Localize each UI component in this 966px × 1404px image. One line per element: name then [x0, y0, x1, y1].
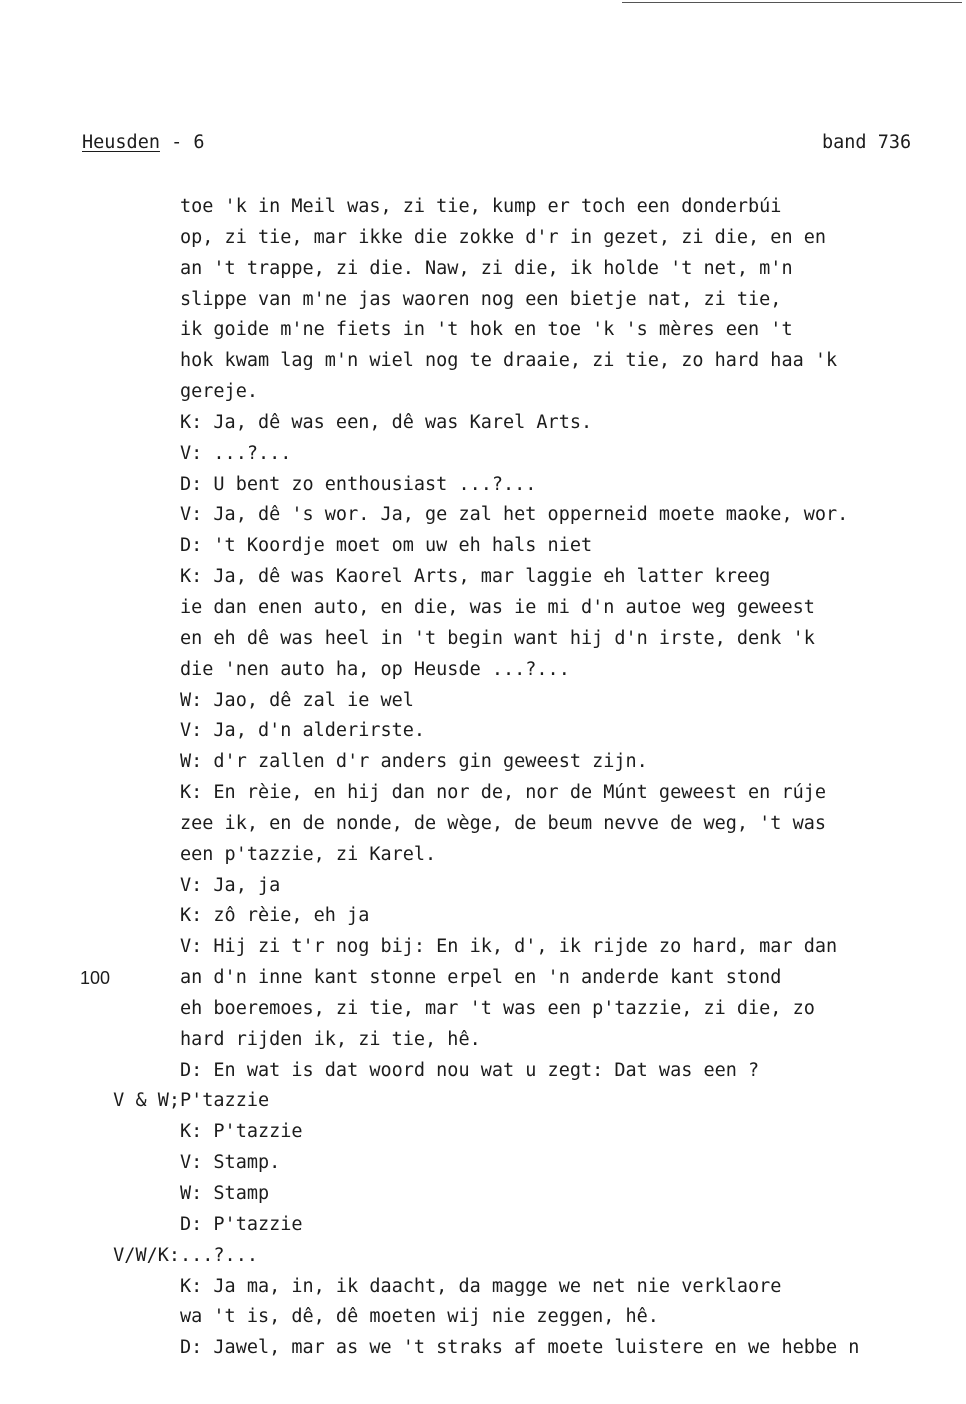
transcript-line: [0, 315, 966, 346]
transcript-line: [0, 377, 966, 408]
line-text: hard rijden ik, zi tie, hê.: [180, 1028, 481, 1050]
line-text: an 't trappe, zi die. Naw, zi die, ik holde 't net, m'n: [180, 257, 793, 279]
transcript-line: [0, 192, 966, 223]
line-text: toe 'k in Meil was, zi tie, kump er toch een donderbúi: [180, 196, 782, 217]
transcript-line: [0, 901, 966, 932]
transcript-line: [0, 1086, 966, 1117]
header-page-number: 6: [193, 132, 205, 153]
page-header-left: [82, 132, 205, 153]
line-number: 100: [80, 968, 111, 989]
line-text: W: d'r zallen d'r anders gin geweest zijn.: [180, 751, 648, 773]
transcript-line: [0, 1056, 966, 1087]
line-text: K: zô rèie, eh ja: [180, 905, 370, 927]
line-text: een p'tazzie, zi Karel.: [180, 843, 437, 865]
speaker-label: V & W;: [113, 1090, 180, 1112]
line-text: V: Ja, ja: [180, 874, 281, 896]
transcript-line: [0, 1148, 966, 1179]
transcript-line: [0, 1302, 966, 1333]
header-separator: -: [159, 132, 194, 153]
line-text: V: Stamp.: [180, 1152, 281, 1174]
transcript-line: [0, 932, 966, 963]
line-text: ik goide m'ne fiets in 't hok en toe 'k 's mères een 't: [180, 319, 793, 341]
transcript-line: [0, 778, 966, 809]
line-text: K: Ja ma, in, ik daacht, da magge we net nie verklaore: [180, 1275, 782, 1297]
transcript-line: [0, 716, 966, 747]
transcript-line: [0, 624, 966, 655]
line-text: W: Stamp: [180, 1183, 270, 1204]
line-text: D: P'tazzie: [180, 1213, 303, 1235]
line-text: K: P'tazzie: [180, 1121, 303, 1143]
transcript-line: [0, 346, 966, 377]
transcript-line: [0, 1272, 966, 1303]
transcript-line: [0, 439, 966, 470]
line-text: D: En wat is dat woord nou wat u zegt: Dat was een ?: [180, 1059, 760, 1081]
line-text: V: Ja, d'n alderirste.: [180, 720, 426, 742]
line-text: op, zi tie, mar ikke die zokke d'r in gezet, zi die, en en: [180, 226, 827, 248]
transcript-line: [0, 531, 966, 562]
line-text: slippe van m'ne jas waoren nog een bietje nat, zi tie,: [180, 288, 782, 310]
speaker-label: V/W/K:: [113, 1244, 180, 1266]
line-text: K: Ja, dê was Kaorel Arts, mar laggie eh latter kreeg: [180, 566, 771, 588]
top-rule: [622, 2, 962, 3]
transcript-line: [0, 1210, 966, 1241]
line-text: hok kwam lag m'n wiel nog te draaie, zi tie, zo hard haa 'k: [180, 350, 838, 372]
transcript-line: [0, 747, 966, 778]
transcript-line: [0, 562, 966, 593]
transcript-line: [0, 285, 966, 316]
line-text: V: Hij zi t'r nog bij: En ik, d', ik rijde zo hard, mar dan: [180, 936, 838, 958]
header-band: band 736: [822, 132, 912, 153]
transcript-line: [0, 254, 966, 285]
line-text: W: Jao, dê zal ie wel: [180, 689, 414, 711]
line-text: K: En rèie, en hij dan nor de, nor de Múnt geweest en rúje: [180, 782, 827, 804]
transcript-line: [0, 655, 966, 686]
transcript-line: [0, 1025, 966, 1056]
transcript-line: [0, 994, 966, 1025]
line-text: K: Ja, dê was een, dê was Karel Arts.: [180, 411, 593, 433]
line-text: D: U bent zo enthousiast ...?...: [180, 473, 537, 495]
transcript-line: [0, 1179, 966, 1210]
line-text: an d'n inne kant stonne erpel en 'n anderde kant stond: [180, 967, 782, 989]
line-text: gereje.: [180, 381, 258, 403]
line-text: eh boeremoes, zi tie, mar 't was een p'tazzie, zi die, zo: [180, 997, 815, 1019]
line-text: die 'nen auto ha, op Heusde ...?...: [180, 658, 570, 680]
transcript-line: [0, 963, 966, 994]
transcript-line: [0, 1333, 966, 1364]
transcript-line: [0, 840, 966, 871]
transcript-line: [0, 686, 966, 717]
transcript-line: [0, 408, 966, 439]
line-text: en eh dê was heel in 't begin want hij d'n irste, denk 'k: [180, 627, 815, 649]
transcript-line: [0, 871, 966, 902]
line-text: D: Jawel, mar as we 't straks af moete luistere en we hebbe n: [180, 1337, 860, 1359]
transcript-line: [0, 809, 966, 840]
transcript-line: [0, 1241, 966, 1272]
line-text: V: Ja, dê 's wor. Ja, ge zal het opperneid moete maoke, wor.: [180, 504, 849, 526]
transcript-line: [0, 593, 966, 624]
transcript-body: [0, 192, 966, 1364]
header-place: Heusden: [82, 132, 160, 153]
line-text: wa 't is, dê, dê moeten wij nie zeggen, hê.: [180, 1306, 659, 1328]
line-text: ie dan enen auto, en die, was ie mi d'n autoe weg geweest: [180, 596, 815, 618]
transcript-line: [0, 1117, 966, 1148]
line-text: V: ...?...: [180, 442, 292, 464]
transcript-line: [0, 470, 966, 501]
transcript-line: [0, 223, 966, 254]
transcript-line: [0, 500, 966, 531]
line-text: zee ik, en de nonde, de wège, de beum nevve de weg, 't was: [180, 812, 827, 834]
line-text: D: 't Koordje moet om uw eh hals niet: [180, 535, 593, 557]
line-text: P'tazzie: [180, 1090, 270, 1112]
line-text: ...?...: [180, 1244, 258, 1266]
